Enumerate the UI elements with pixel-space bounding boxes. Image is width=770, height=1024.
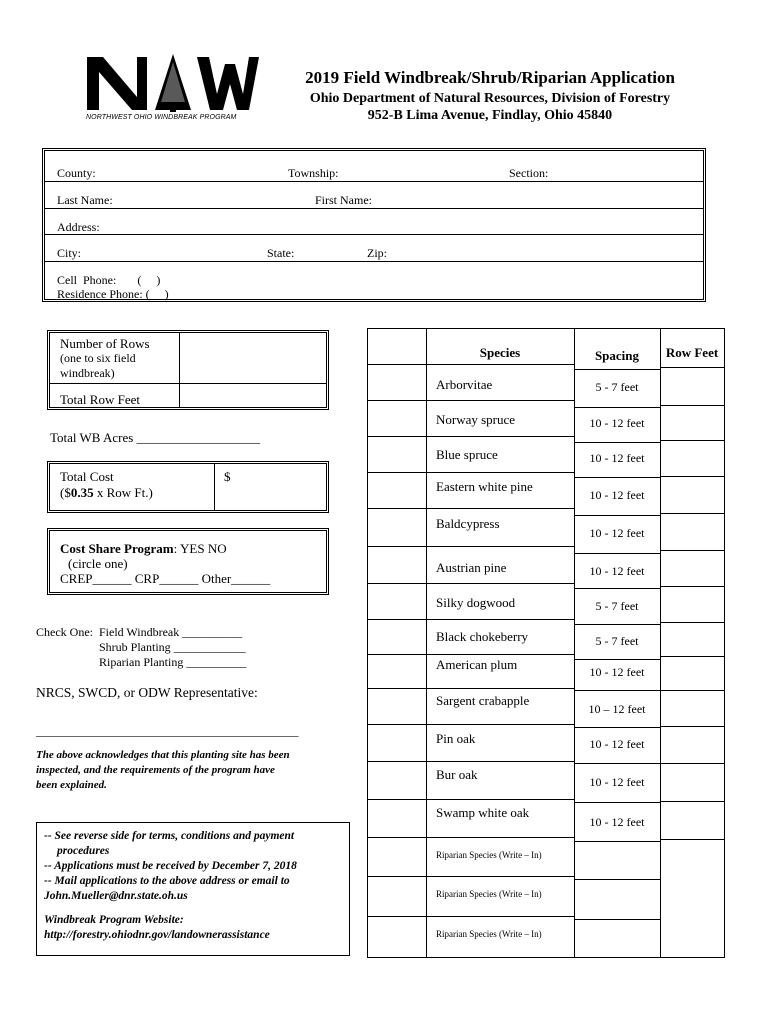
species-header: Species (479, 345, 521, 360)
species-name: Sargent crabapple (436, 693, 530, 708)
logo-caption: NORTHWEST OHIO WINDBREAK PROGRAM (86, 114, 237, 121)
section-field[interactable]: Section: (509, 166, 549, 180)
total-cost-label: Total Cost (60, 469, 114, 484)
species-name: Blue spruce (436, 447, 498, 462)
address-field[interactable]: Address: (57, 220, 100, 234)
cost-share-label: Cost Share Program: YES NO (60, 541, 227, 556)
acknowledgement-text: The above acknowledges that this planting site has been inspected, and the requirements of the program have been explained. (36, 749, 290, 791)
species-spacing: 10 - 12 feet (589, 815, 645, 829)
species-name: Eastern white pine (436, 479, 533, 494)
cost-rate-label: ($0.35 x Row Ft.) (60, 485, 153, 500)
first-name-field[interactable]: First Name: (315, 193, 372, 207)
riparian-write-in[interactable]: Riparian Species (Write – In) (436, 889, 542, 899)
species-table (367, 328, 725, 958)
representative-label: NRCS, SWCD, or ODW Representative: (36, 685, 258, 700)
contact-email[interactable]: John.Mueller@dnr.state.oh.us (44, 890, 188, 902)
species-name: Bur oak (436, 767, 478, 782)
circle-one-label: (circle one) (68, 556, 128, 571)
website-label: Windbreak Program Website: (44, 914, 184, 926)
residence-phone-field[interactable]: Residence Phone: ( ) (57, 287, 169, 301)
county-field[interactable]: County: (57, 166, 96, 180)
check-one-section (36, 625, 246, 670)
cost-share-box (47, 528, 329, 595)
agency-name: Ohio Department of Natural Resources, Division of Forestry (309, 91, 671, 106)
rows-box (47, 330, 329, 410)
species-name: Baldcypress (436, 516, 500, 531)
form-title: 2019 Field Windbreak/Shrub/Riparian Application (305, 68, 675, 87)
species-name: Austrian pine (436, 560, 507, 575)
species-name: Norway spruce (436, 412, 516, 427)
species-name: Silky dogwood (436, 595, 516, 610)
row-feet-header: Row Feet (665, 345, 719, 360)
city-field[interactable]: City: (57, 246, 82, 260)
total-cost-box (47, 461, 329, 513)
total-wb-acres-field[interactable]: Total WB Acres ___________________ (50, 430, 261, 445)
note-terms: -- See reverse side for terms, conditions and payment (44, 830, 295, 842)
species-spacing: 10 - 12 feet (589, 665, 645, 679)
number-of-rows-label: Number of Rows (one to six field windbreak) (60, 336, 150, 380)
species-name: Arborvitae (436, 377, 493, 392)
signature-line[interactable]: ______________________________________________ (36, 724, 299, 738)
note-deadline: -- Applications must be received by December 7, 2018 (44, 860, 297, 872)
shrub-planting-option[interactable]: Shrub Planting ____________ (99, 640, 246, 654)
species-spacing: 10 - 12 feet (589, 737, 645, 751)
species-spacing: 10 – 12 feet (588, 702, 646, 716)
species-name: Swamp white oak (436, 805, 530, 820)
riparian-planting-option[interactable]: Riparian Planting __________ (99, 655, 247, 669)
species-name: American plum (436, 657, 518, 672)
species-spacing: 10 - 12 feet (589, 775, 645, 789)
riparian-write-in[interactable]: Riparian Species (Write – In) (436, 929, 542, 939)
zip-field[interactable]: Zip: (367, 246, 387, 260)
species-spacing: 5 - 7 feet (595, 599, 639, 613)
riparian-write-in[interactable]: Riparian Species (Write – In) (436, 850, 542, 860)
cell-phone-field[interactable]: Cell Phone: ( ) (57, 273, 161, 287)
species-spacing: 10 - 12 feet (589, 451, 645, 465)
species-spacing: 10 - 12 feet (589, 488, 645, 502)
township-field[interactable]: Township: (288, 166, 339, 180)
spacing-header: Spacing (594, 348, 640, 363)
species-spacing: 10 - 12 feet (589, 564, 645, 578)
species-name: Black chokeberry (436, 629, 529, 644)
currency-symbol: $ (224, 469, 231, 484)
species-name: Pin oak (436, 731, 476, 746)
agency-address: 952-B Lima Avenue, Findlay, Ohio 45840 (367, 108, 613, 123)
note-mail: -- Mail applications to the above address or email to (44, 875, 290, 887)
field-windbreak-option[interactable]: Check One: Field Windbreak __________ (36, 625, 243, 639)
website-link[interactable]: http://forestry.ohiodnr.gov/landownerassistance (44, 929, 270, 941)
applicant-info-box (42, 148, 706, 302)
last-name-field[interactable]: Last Name: (57, 193, 113, 207)
total-row-feet-label: Total Row Feet (60, 392, 140, 407)
species-spacing: 10 - 12 feet (589, 416, 645, 430)
species-spacing: 10 - 12 feet (589, 526, 645, 540)
program-options[interactable]: CREP______ CRP______ Other______ (60, 571, 271, 586)
species-spacing: 5 - 7 feet (595, 634, 639, 648)
species-spacing: 5 - 7 feet (595, 380, 639, 394)
state-field[interactable]: State: (267, 246, 295, 260)
notes-box: -- See reverse side for terms, conditions and payment procedures -- Applications must be received by December 7, 2018 -- Mail applications to the above address or email to John.Mueller@dnr.state.oh.us Windbreak Program Website: http://forestry.ohiodnr.gov/landownerassistance (36, 822, 350, 956)
